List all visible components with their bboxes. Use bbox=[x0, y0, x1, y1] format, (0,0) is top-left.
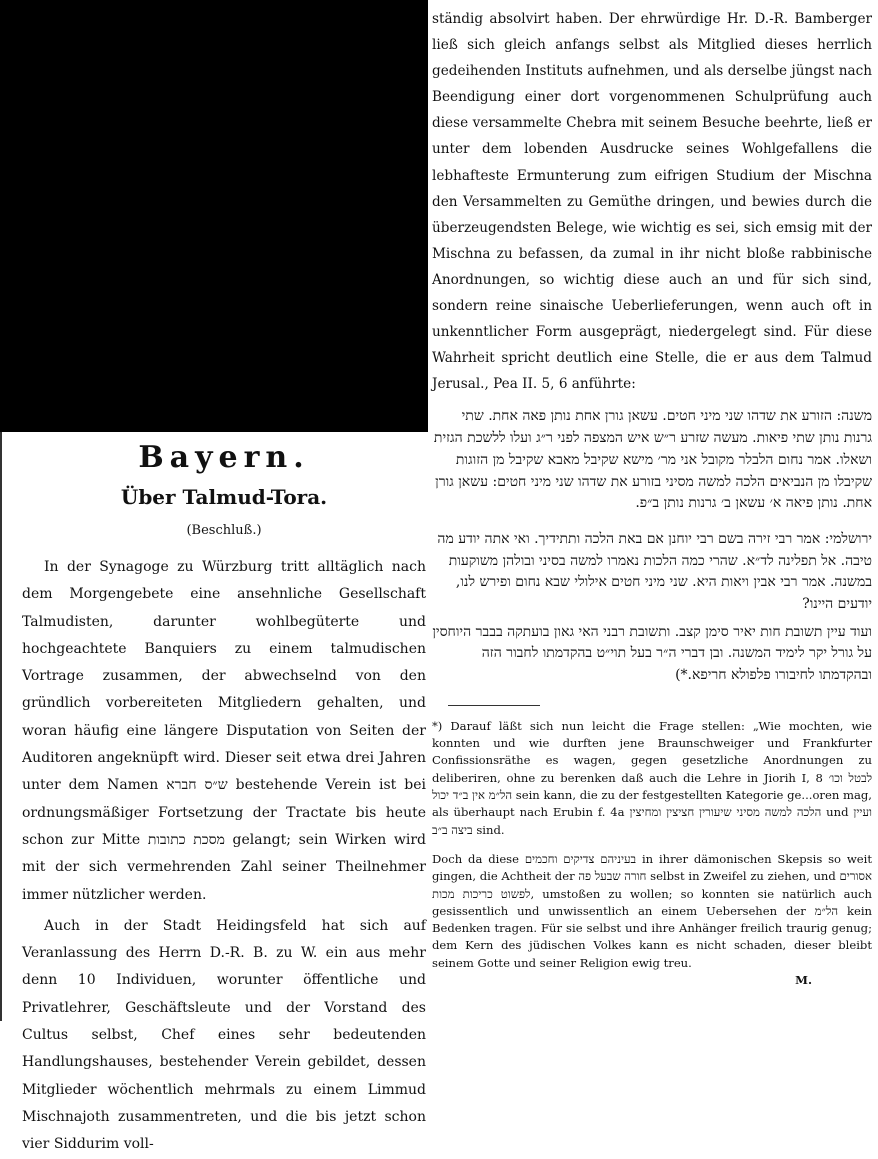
article-title: Über Talmud-Tora. bbox=[120, 485, 328, 509]
hebrew-references: ועוד עיין תשובת חות יאיר סימן קצב. ותשובת רבני האי גאון בועתקה בבבר היוחסין על גורל יקר לימיד המשנה. ובן דברי ה״ר בעל תוי״ט בהקדמתו לחבור הזה ובהקדמתו לחיבורו פלפולא חריפא.*) bbox=[432, 623, 872, 684]
left-paragraph-2: Auch in der Stadt Heidingsfeld hat sich auf Veranlassung des Herrn D.-R. B. zu W. ein aus mehr denn 10 Individuen, worunter öffentliche und Privatlehrer, Geschäftsleute und der Vorstand des Cultus selbst, Chef eines sehr bedeutenden Handlungshauses, bestehender Verein gebildet, dessen Mitglieder wöchentlich mehrmals zu einem Limmud Mischnajoth zusammentreten, und die bis jetzt schon vier Siddurim voll- bbox=[22, 917, 426, 1153]
footnote-2: Doch da diese בעיניהם צדיקים וחכמים in ihrer dämonischen Skepsis so weit gingen, die Achtheit der חורה שבעל פה selbst in Zweifel zu ziehen, und אסורים לפשוט כריכות מכות, umstoßen zu wollen; so konnten sie natürlich auch gesissentlich und unwissentlich an einem Uebersehen der הל״מ kein Bedenken tragen. Für sie selbst und ihre Anhänger freilich traurig genug; dem Kern des jüdischen Volkes kann es nicht schaden, dieser bleibt seinem Gotte und seiner Religion ewig treu. bbox=[432, 851, 873, 970]
right-column bbox=[432, 6, 872, 989]
footnote-divider bbox=[448, 705, 540, 706]
page-edge-line bbox=[0, 432, 2, 1021]
conclusion-note: (Beschluß.) bbox=[186, 523, 262, 538]
right-paragraph: ständig absolvirt haben. Der ehrwürdige Hr. D.-R. Bamberger ließ sich gleich anfangs selbst als Mitglied dieses herrlich gedeihenden Instituts aufnehmen, und als derselbe jüngst nach Beendigung einer dort vorgenommenen Schulprüfung auch diese versammelte Chebra mit seinem Besuche beehrte, ließ er unter dem lobenden Ausdrucke seines Wohlgefallens die lebhafteste Ermunterung zum eifrigen Studium der Mischna den Versammelten zu Gemüthe dringen, und bewies durch die überzeugendsten Belege, wie wichtig es sei, sich emsig mit der Mischna zu befassen, da zumal in ihr nicht bloße rabbinische Anordnungen, so wichtig diese auch an und für sich sind, sondern reine sinaische Ueberlieferungen, wenn auch oft in unkenntlicher Form ausgeprägt, niedergelegt sind. Für diese Wahrheit spricht deutlich eine Stelle, die er aus dem Talmud Jerusal., Pea II. 5, 6 anführte: bbox=[432, 11, 872, 393]
black-redaction-block bbox=[0, 0, 428, 432]
hebrew-mishna-quote: משנה: הזורע את שדהו שני מיני חטים. עשאן גורן אחת נותן פאה אחת. שתי גרנות נותן שתי פיאות. מעשה שזרע ר״ש איש המצפה לפני ר״ג ועלו ללשכת הגזית ושאלו. אמר נחום הלבלר מקובל אני מר׳ מישא שקיבל מאבא שקיבל מן הזוגות שקיבלו מן הנביאים הלכה למשה מסיני בזורע את שדהו שני מיני חטים: עשאן גורן אחת. נותן פיאה א׳ עשאן ב׳ גרנות נותן ב״פ. bbox=[433, 408, 872, 512]
section-heading: Bayern. bbox=[138, 440, 310, 475]
signature: M. bbox=[795, 973, 812, 987]
left-column bbox=[22, 440, 426, 1159]
footnote-1: *) Darauf läßt sich nun leicht die Frage stellen: „Wie mochten, wie konnten und wie durften jene Braunschweiger und Frankfurter Confissionsräthe es wagen, gegen gesetzliche Anordnungen zu deliberiren, ohne zu berenken daß auch die Lehre in Jiorih I, 8 לבטל וכו׳ הל״מ אין ב״ד יכול sein kann, die zu der festgestellten Kategorie ge...oren mag, als überhaupt nach Erubin f. 4a הלכה למשה מסיני שיעורין חציצין ומחיצין und ועיין ביצה ב״ב sind. bbox=[432, 718, 872, 837]
hebrew-yerushalmi-quote: ירושלמי: אמר רבי זירה בשם רבי יוחנן אם באת הלכה ותתידיך. ואי אתה יודע מה טיבה. אל תפלינה לד״א. שהרי כמה הלכות נאמרו למשה בסיני ובולהן משוקעות במשנה. אמר רבי אבין ויאות היא. שני מיני חטים אילולי שבא נחום ופירש לנו, יודעים היינו? bbox=[437, 530, 872, 613]
left-paragraph-1: In der Synagoge zu Würzburg tritt alltäglich nach dem Morgengebete eine ansehnliche Gesellschaft Talmudisten, darunter wohlbegüterte und hochgeachtete Banquiers zu einem talmudischen Vortrage zusammen, der abwechselnd von den gründlich vorbereiteten Mitgliedern gehalten, und woran häufig eine längere Disputation von Seiten der Auditoren angeknüpft wird. Dieser seit etwa drei Jahren unter dem Namen ש״ס חברא bestehende Verein ist bei ordnungsmäßiger Fortsetzung der Tractate bis heute schon zur Mitte מסכת כתובות gelangt; sein Wirken wird mit der sich vermehrenden Zahl seiner Theilnehmer immer nützlicher werden. bbox=[22, 559, 426, 903]
